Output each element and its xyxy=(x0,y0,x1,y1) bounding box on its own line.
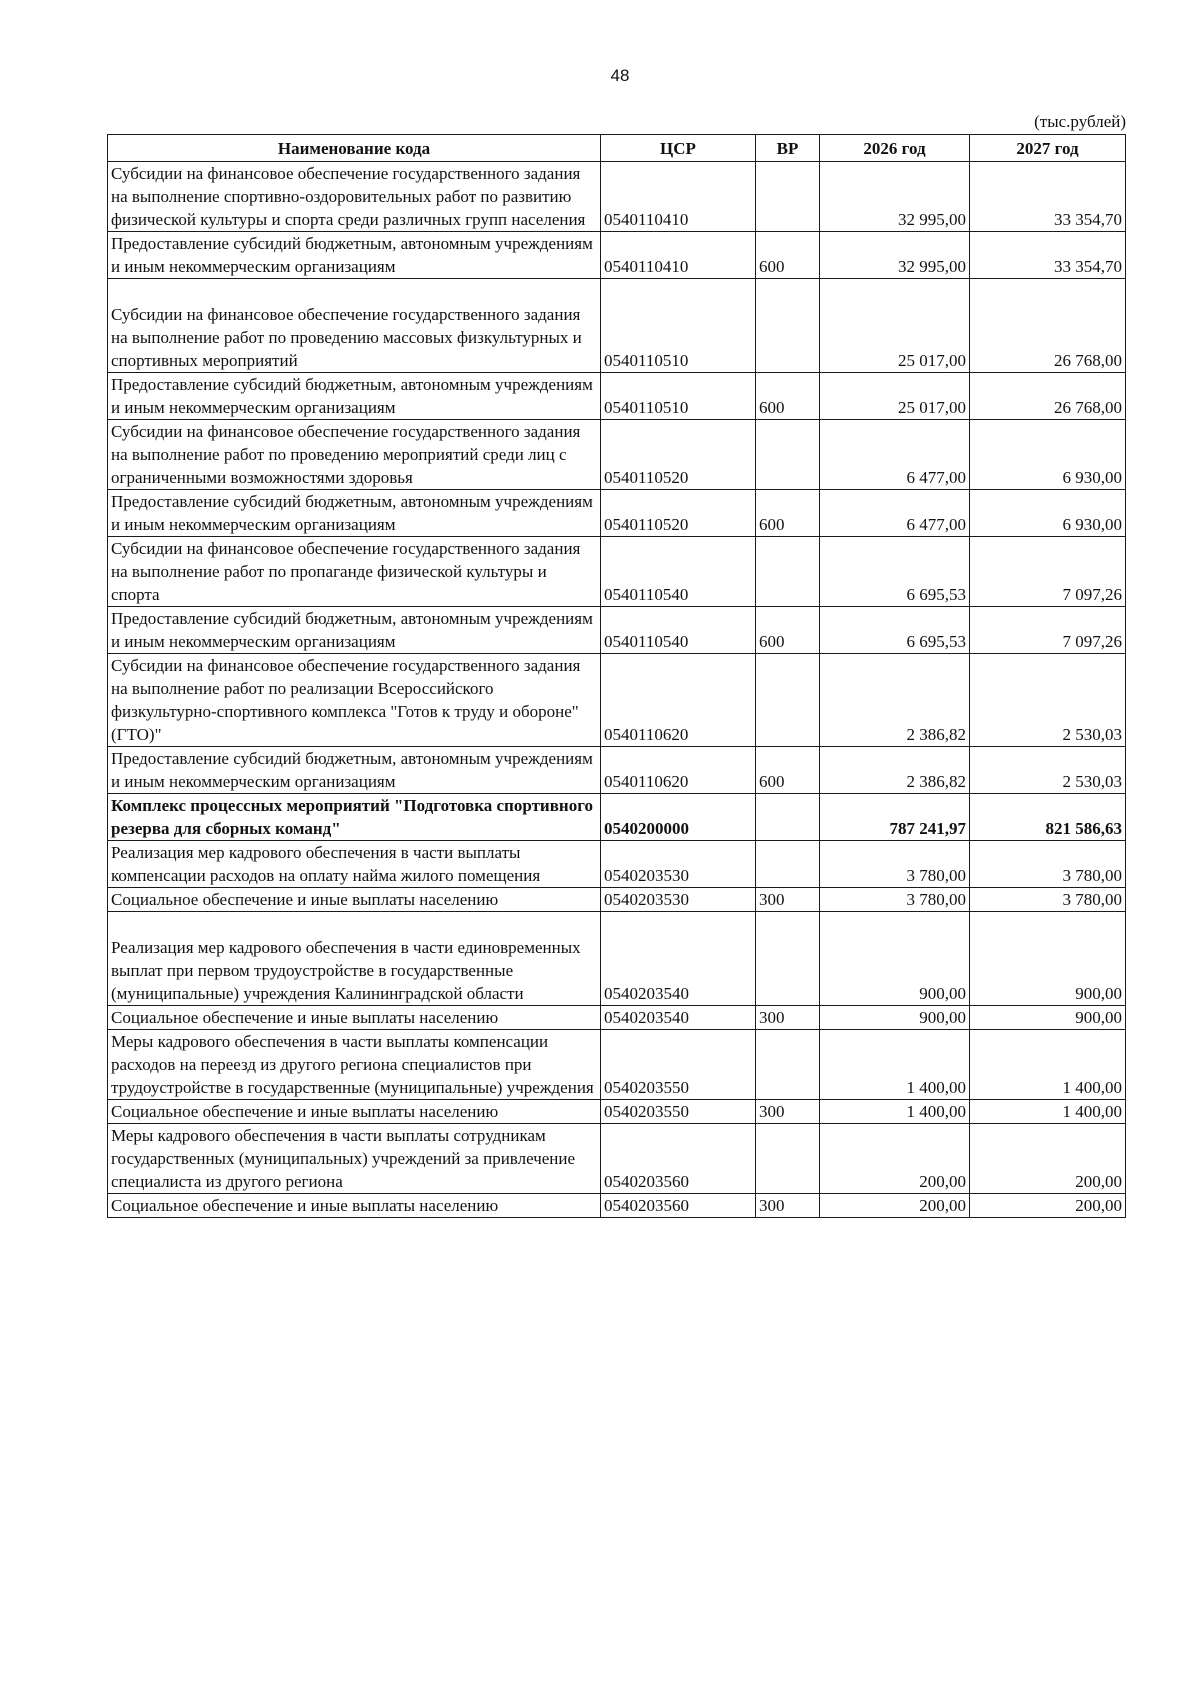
table-body xyxy=(108,162,1126,1218)
cell-vr xyxy=(756,279,820,373)
cell-vr xyxy=(756,912,820,1006)
cell-vr xyxy=(756,537,820,607)
cell-name: Социальное обеспечение и иные выплаты населению xyxy=(108,1100,601,1124)
cell-csr: 0540110540 xyxy=(601,607,756,654)
cell-2027: 3 780,00 xyxy=(970,841,1126,888)
cell-name: Предоставление субсидий бюджетным, автономным учреждениям и иным некоммерческим организациям xyxy=(108,607,601,654)
table-row-total xyxy=(108,794,1126,841)
header-2027: 2027 год xyxy=(970,135,1126,162)
cell-2026: 1 400,00 xyxy=(820,1030,970,1100)
cell-2026: 3 780,00 xyxy=(820,841,970,888)
cell-name: Субсидии на финансовое обеспечение государственного задания на выполнение спортивно-оздоровительных работ по развитию физической культуры и спорта среди различных групп населения xyxy=(108,162,601,232)
cell-2027: 6 930,00 xyxy=(970,490,1126,537)
cell-name: Субсидии на финансовое обеспечение государственного задания на выполнение работ по реализации Всероссийского физкультурно-спортивного комплекса "Готов к труду и обороне" (ГТО)" xyxy=(108,654,601,747)
cell-2026: 900,00 xyxy=(820,1006,970,1030)
table-header-row xyxy=(108,135,1126,162)
table-row xyxy=(108,912,1126,1006)
cell-name: Субсидии на финансовое обеспечение государственного задания на выполнение работ по проведению мероприятий среди лиц с ограниченными возможностями здоровья xyxy=(108,420,601,490)
cell-2027: 2 530,03 xyxy=(970,747,1126,794)
cell-2026: 6 477,00 xyxy=(820,420,970,490)
cell-vr xyxy=(756,841,820,888)
cell-name: Реализация мер кадрового обеспечения в части единовременных выплат при первом трудоустройстве в государственные (муниципальные) учреждения Калининградской области xyxy=(108,912,601,1006)
cell-vr: 600 xyxy=(756,490,820,537)
cell-csr: 0540203540 xyxy=(601,912,756,1006)
table-row xyxy=(108,490,1126,537)
cell-csr: 0540110410 xyxy=(601,162,756,232)
cell-csr: 0540110510 xyxy=(601,373,756,420)
cell-2026: 25 017,00 xyxy=(820,373,970,420)
cell-name: Реализация мер кадрового обеспечения в части выплаты компенсации расходов на оплату найма жилого помещения xyxy=(108,841,601,888)
table-row xyxy=(108,537,1126,607)
cell-2027: 33 354,70 xyxy=(970,232,1126,279)
cell-name: Субсидии на финансовое обеспечение государственного задания на выполнение работ по пропаганде физической культуры и спорта xyxy=(108,537,601,607)
cell-name: Субсидии на финансовое обеспечение государственного задания на выполнение работ по проведению массовых физкультурных и спортивных мероприятий xyxy=(108,279,601,373)
cell-2026: 200,00 xyxy=(820,1194,970,1218)
table-row xyxy=(108,654,1126,747)
cell-csr: 0540203560 xyxy=(601,1194,756,1218)
table-row xyxy=(108,232,1126,279)
table-row xyxy=(108,279,1126,373)
cell-2027: 2 530,03 xyxy=(970,654,1126,747)
table-row xyxy=(108,1194,1126,1218)
cell-2027: 26 768,00 xyxy=(970,279,1126,373)
cell-csr: 0540203530 xyxy=(601,888,756,912)
cell-vr xyxy=(756,162,820,232)
cell-2026: 25 017,00 xyxy=(820,279,970,373)
cell-2026: 6 477,00 xyxy=(820,490,970,537)
cell-csr: 0540110410 xyxy=(601,232,756,279)
cell-2027: 900,00 xyxy=(970,912,1126,1006)
cell-2027: 1 400,00 xyxy=(970,1100,1126,1124)
cell-csr: 0540203560 xyxy=(601,1124,756,1194)
cell-2026: 1 400,00 xyxy=(820,1100,970,1124)
cell-vr xyxy=(756,1030,820,1100)
cell-csr: 0540203550 xyxy=(601,1030,756,1100)
table-row xyxy=(108,1030,1126,1100)
table-row xyxy=(108,373,1126,420)
cell-2027: 900,00 xyxy=(970,1006,1126,1030)
cell-csr: 0540110520 xyxy=(601,490,756,537)
cell-2027: 3 780,00 xyxy=(970,888,1126,912)
cell-name: Меры кадрового обеспечения в части выплаты компенсации расходов на переезд из другого региона специалистов при трудоустройстве в государственные (муниципальные) учреждения xyxy=(108,1030,601,1100)
table-row xyxy=(108,162,1126,232)
page-number: 48 xyxy=(610,66,630,85)
cell-csr: 0540203550 xyxy=(601,1100,756,1124)
cell-csr: 0540110620 xyxy=(601,747,756,794)
cell-name: Предоставление субсидий бюджетным, автономным учреждениям и иным некоммерческим организациям xyxy=(108,373,601,420)
cell-2027: 33 354,70 xyxy=(970,162,1126,232)
table-row xyxy=(108,1006,1126,1030)
cell-2027: 200,00 xyxy=(970,1124,1126,1194)
cell-vr: 300 xyxy=(756,1100,820,1124)
header-2026: 2026 год xyxy=(820,135,970,162)
cell-csr: 0540200000 xyxy=(601,794,756,841)
table-row xyxy=(108,747,1126,794)
cell-2026: 3 780,00 xyxy=(820,888,970,912)
cell-2027: 821 586,63 xyxy=(970,794,1126,841)
cell-vr: 600 xyxy=(756,607,820,654)
cell-vr: 300 xyxy=(756,888,820,912)
cell-2026: 6 695,53 xyxy=(820,607,970,654)
cell-2027: 6 930,00 xyxy=(970,420,1126,490)
table-row xyxy=(108,420,1126,490)
cell-name: Меры кадрового обеспечения в части выплаты сотрудникам государственных (муниципальных) учреждений за привлечение специалиста из другого региона xyxy=(108,1124,601,1194)
cell-2027: 7 097,26 xyxy=(970,607,1126,654)
table-row xyxy=(108,1100,1126,1124)
table-row xyxy=(108,888,1126,912)
table-row xyxy=(108,841,1126,888)
cell-vr: 300 xyxy=(756,1194,820,1218)
header-name: Наименование кода xyxy=(108,135,601,162)
cell-name: Комплекс процессных мероприятий "Подготовка спортивного резерва для сборных команд" xyxy=(108,794,601,841)
cell-vr xyxy=(756,420,820,490)
cell-2026: 2 386,82 xyxy=(820,654,970,747)
cell-name: Социальное обеспечение и иные выплаты населению xyxy=(108,1194,601,1218)
header-vr: ВР xyxy=(756,135,820,162)
cell-2027: 7 097,26 xyxy=(970,537,1126,607)
cell-name: Предоставление субсидий бюджетным, автономным учреждениям и иным некоммерческим организациям xyxy=(108,232,601,279)
cell-vr xyxy=(756,794,820,841)
cell-2026: 900,00 xyxy=(820,912,970,1006)
cell-vr: 300 xyxy=(756,1006,820,1030)
cell-2026: 2 386,82 xyxy=(820,747,970,794)
header-csr: ЦСР xyxy=(601,135,756,162)
budget-table xyxy=(107,134,1126,1218)
cell-2026: 787 241,97 xyxy=(820,794,970,841)
table-row xyxy=(108,1124,1126,1194)
cell-csr: 0540203540 xyxy=(601,1006,756,1030)
cell-name: Предоставление субсидий бюджетным, автономным учреждениям и иным некоммерческим организациям xyxy=(108,747,601,794)
cell-name: Социальное обеспечение и иные выплаты населению xyxy=(108,1006,601,1030)
cell-csr: 0540110520 xyxy=(601,420,756,490)
table-row xyxy=(108,607,1126,654)
cell-csr: 0540110540 xyxy=(601,537,756,607)
cell-vr: 600 xyxy=(756,373,820,420)
cell-csr: 0540110620 xyxy=(601,654,756,747)
units-label: (тыс.рублей) xyxy=(1034,112,1126,131)
cell-name: Предоставление субсидий бюджетным, автономным учреждениям и иным некоммерческим организациям xyxy=(108,490,601,537)
cell-csr: 0540203530 xyxy=(601,841,756,888)
cell-vr xyxy=(756,1124,820,1194)
cell-2027: 26 768,00 xyxy=(970,373,1126,420)
cell-vr: 600 xyxy=(756,747,820,794)
cell-2026: 32 995,00 xyxy=(820,162,970,232)
cell-2026: 200,00 xyxy=(820,1124,970,1194)
cell-2026: 6 695,53 xyxy=(820,537,970,607)
cell-vr xyxy=(756,654,820,747)
cell-2026: 32 995,00 xyxy=(820,232,970,279)
cell-name: Социальное обеспечение и иные выплаты населению xyxy=(108,888,601,912)
cell-vr: 600 xyxy=(756,232,820,279)
cell-2027: 1 400,00 xyxy=(970,1030,1126,1100)
cell-2027: 200,00 xyxy=(970,1194,1126,1218)
cell-csr: 0540110510 xyxy=(601,279,756,373)
